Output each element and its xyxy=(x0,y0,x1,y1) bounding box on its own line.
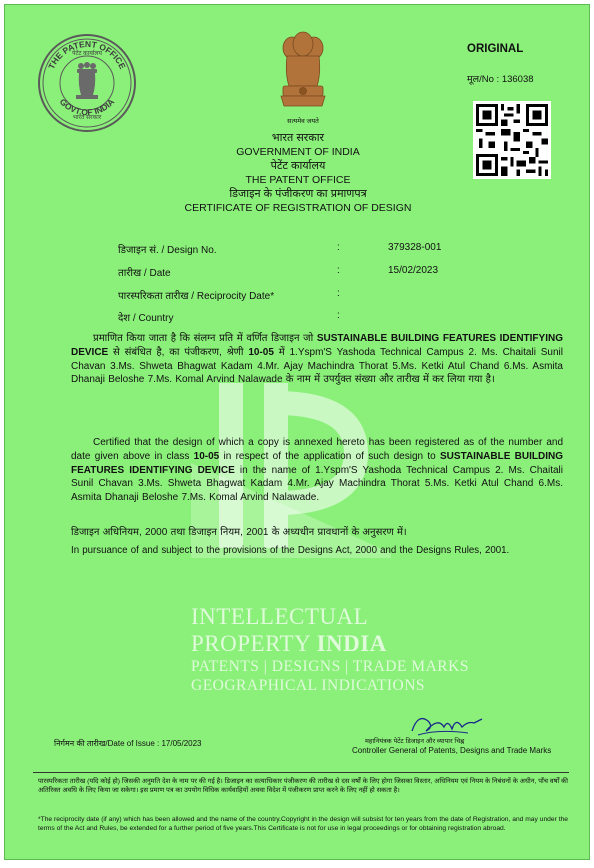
footer-hindi-note: पारस्परिकता तारीख (यदि कोई हो) जिसकी अनुमति देश के नाम पर की गई है। डिजाइन का सत्याधिकार पंजीकरण की तारीख से दस वर्षों के लिए होगा जिसका विस्तार, अधिनियम एवं नियम के निबंधनों के अधीन, पाँच वर्षों की अतिरिक्त अवधि के लिए किया जा सकेगा। इस प्रमाण पत्र का उपयोग विधिक कार्यवाहियों अथवा विदेश में पंजीकरण प्राप्त करने के लिए नहीं हो सकता है। xyxy=(38,778,568,795)
ashoka-emblem-icon xyxy=(273,30,333,115)
patent-office-seal-icon xyxy=(37,33,137,133)
header-hindi-office: पेटेंट कार्यालय xyxy=(270,160,326,172)
national-emblem xyxy=(273,30,333,125)
watermark-line2: PROPERTY INDIA xyxy=(191,631,387,656)
controller-english: Controller General of Patents, Designs and Trade Marks xyxy=(352,746,552,755)
date-of-issue: निर्गमन की तारीख/Date of Issue : 17/05/2023 xyxy=(54,739,202,748)
original-label: ORIGINAL xyxy=(467,43,524,55)
header-office: THE PATENT OFFICE xyxy=(245,174,351,186)
watermark-line3: PATENTS | DESIGNS | TRADE MARKS xyxy=(191,658,469,675)
svg-text:THE PATENT OFFICE: THE PATENT OFFICE xyxy=(46,38,128,71)
header-govt: GOVERNMENT OF INDIA xyxy=(236,146,360,158)
svg-text:पेटेंट कार्यालय: पेटेंट कार्यालय xyxy=(72,51,102,57)
svg-text:भारत सरकार: भारत सरकार xyxy=(72,115,102,121)
watermark-text xyxy=(191,603,469,695)
serial-number: मूल/No : 136038 xyxy=(467,74,534,85)
emblem-motto: सत्यमेव जयते xyxy=(287,118,319,125)
pursuance-english: In pursuance of and subject to the provisions of the Designs Act, 2000 and the Designs Rules, 2001. xyxy=(71,545,510,556)
hindi-certification-paragraph: प्रमाणित किया जाता है कि संलग्न प्रति में वर्णित डिजाइन जो SUSTAINABLE BUILDING FEATURES IDENTIFYING DEVICE से संबंधित है, का पंजीकरण, श्रेणी 10-05 में 1.Yspm'S Yashoda Technical Campus 2. Ms. Chaitali Sunil Chavan 3.Ms. Shweta Bhagwat Kadam 4.Mr. Ajay Machindra Thorat 5.Ms. Ketki Atul Chand 6.Ms. Asmita Dhanaji Beloshe 7.Ms. Komal Arvind Nalawade के नाम में उपर्युक्त संख्या और तारीख में कर लिया गया है। xyxy=(71,333,563,386)
footer-english-note: *The reciprocity date (if any) which has been allowed and the name of the country.Copyright in the design will subsist for ten years from the date of Registration, and may under the terms of the Act and Rules, be extended for a further period of five years.This Certificate is not for use in legal proceedings or for obtaining registration abroad. xyxy=(38,816,568,833)
svg-text:GOVT.OF INDIA: GOVT.OF INDIA xyxy=(57,96,117,118)
pursuance-hindi: डिजाइन अधिनियम, 2000 तथा डिजाइन नियम, 2001 के अध्यधीन प्रावधानों के अनुसरण में। xyxy=(71,527,407,538)
signature-icon xyxy=(408,709,488,739)
certificate-page: INTELLECTUAL PROPERTY INDIA PATENTS | DESIGNS | TRADE MARKS GEOGRAPHICAL INDICATIONS THE PATENT OFFICE GOVT.OF INDIA पेटेंट कार्यालय भारत सरकार सत्यमेव जयते ORIGINAL मूल/No : 136038 भारत सरकार GOVERNMENT OF INDIA पेटेंट कार्यालय THE PATENT OFFICE डिजाइन के पंजीकरण का प्रमाणपत्र CERTIFICATE OF REGISTRATION OF DESIGN डिजाइन सं. / Design No. : 379328-001 तारीख / Date : 15/02/2023 पारस्परिकता तारीख / Reciprocity Date* : देश / Country : प्रमाणित किया जाता है कि संलग्न प्रति में वर्णित डिजाइन जो SUSTAINABLE BUILDING FEATURES IDENTIFYING DEVICE से संबंधित है, का पंजीकरण, श्रेणी 10-05 में 1.Yspm'S Yashoda Technical Campus 2. Ms. Chaitali Sunil Chavan 3.Ms. Shweta Bhagwat Kadam 4.Mr. Ajay Machindra Thorat 5.Ms. Ketki Atul Chand 6.Ms. Asmita Dhanaji Beloshe 7.Ms. Komal Arvind Nalawade के नाम में उपर्युक्त संख्या और तारीख में कर लिया गया है। Certified that the design of which a copy is annexed hereto has been registered as of the number and date given above in class 10-05 in respect of the application of such design to SUSTAINABLE BUILDING FEATURES IDENTIFYING DEVICE in the name of 1.Yspm'S Yashoda Technical Campus 2. Ms. Chaitali Sunil Chavan 3.Ms. Shweta Bhagwat Kadam 4.Mr. Ajay Machindra Thorat 5.Ms. Ketki Atul Chand 6.Ms. Asmita Dhanaji Beloshe 7.Ms. Komal Arvind Nalawade. डिजाइन अधिनियम, 2000 तथा डिजाइन नियम, 2001 के अध्यधीन प्रावधानों के अनुसरण में। In pursuance of and subject to the provisions of the Designs Act, 2000 and the Designs Rules, 2001. निर्गमन की तारीख/Date of Issue : 17/05/2023 महानियंत्रक पेटेंट डिजाइन और व्यापार चिह्न Controller General of Patents, Designs and Trade Marks पारस्परिकता तारीख (यदि कोई हो) जिसकी अनुमति देश के नाम पर की गई है। डिजाइन का सत्याधिकार पंजीकरण की तारीख से दस वर्षों के लिए होगा जिसका विस्तार, अधिनियम एवं नियम के निबंधनों के अधीन, पाँच वर्षों की अतिरिक्त अवधि के लिए किया जा सकेगा। इस प्रमाण पत्र का उपयोग विधिक कार्यवाहियों अथवा विदेश में पंजीकरण प्राप्त करने के लिए नहीं हो सकता है। *The reciprocity date (if any) which has been allowed and the name of the country.Copyright in the design will subsist for ten years from the date of Registration, and may under the terms of the Act and Rules, be extended for a further period of five years.This Certificate is not for use in legal proceedings or for obtaining registration abroad. xyxy=(4,4,590,860)
header-hindi-govt: भारत सरकार xyxy=(271,132,325,144)
watermark-line4: GEOGRAPHICAL INDICATIONS xyxy=(191,677,426,694)
controller-hindi: महानियंत्रक पेटेंट डिजाइन और व्यापार चिह्न xyxy=(365,738,465,745)
watermark-line1: INTELLECTUAL xyxy=(191,604,369,629)
footer-divider xyxy=(33,772,569,773)
header-hindi-certificate: डिजाइन के पंजीकरण का प्रमाणपत्र xyxy=(229,188,367,200)
english-certification-paragraph: Certified that the design of which a copy is annexed hereto has been registered as of the number and date given above in class 10-05 in respect of the application of such design to SUSTAINABLE BUILDING FEATURES IDENTIFYING DEVICE in the name of 1.Yspm'S Yashoda Technical Campus 2. Ms. Chaitali Sunil Chavan 3.Ms. Shweta Bhagwat Kadam 4.Mr. Ajay Machindra Thorat 5.Ms. Ketki Atul Chand 6.Ms. Asmita Dhanaji Beloshe 7.Ms. Komal Arvind Nalawade. xyxy=(71,437,564,504)
header-certificate-title: CERTIFICATE OF REGISTRATION OF DESIGN xyxy=(184,202,412,214)
